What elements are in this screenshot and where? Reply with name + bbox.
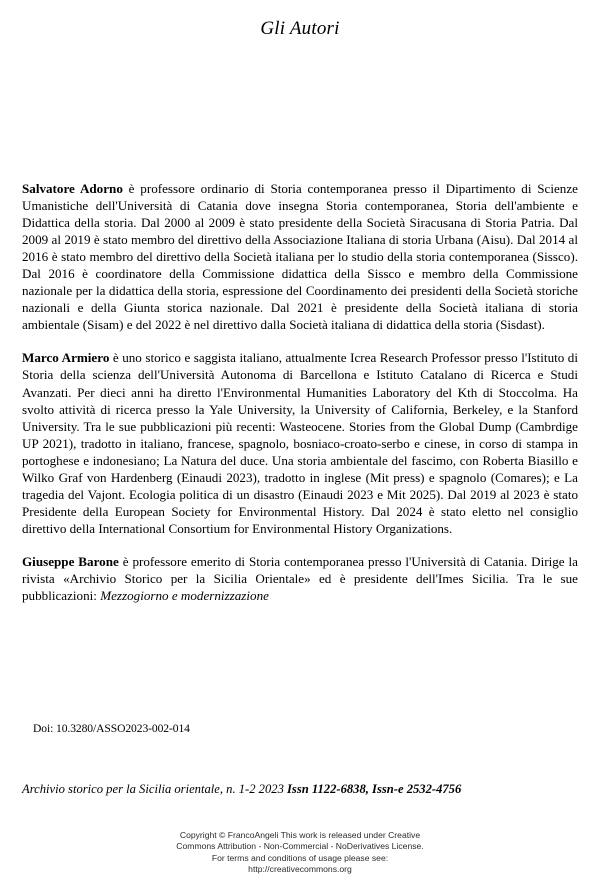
copyright-line-1: Copyright © FrancoAngeli This work is released under Creative xyxy=(179,830,421,840)
copyright-notice xyxy=(0,830,600,876)
author-name: Salvatore Adorno xyxy=(22,181,123,196)
author-name: Marco Armiero xyxy=(22,350,110,366)
author-bio: è professore ordinario di Storia contemporanea presso il Dipartimento di Scienze Umanistiche dell'Università di Catania dove insegna Storia contemporanea, Storia dell'ambiente e Didattica della storia. Dal 2000 al 2009 è stato presidente della Società Siracusana di Storia Patria. Dal 2009 al 2019 è stato membro del direttivo della Associazione Italiana di storia Urbana (Aisu). Dal 2014 al 2016 è stato membro del direttivo della Società italiana per lo studio della storia contemporanea (Sissco). Dal 2016 è coordinatore della Commissione didattica della Sissco e membro della Commissione nazionale per la didattica della storia, espressione del Coordinamento dei presidenti della Società storiche nazionali e della Giunta storica nazionale. Dal 2021 è presidente della Società italiana di storia ambientale (Sisam) e del 2022 è nel direttivo dalla Società italiana di didattica della storia (Sisdast). xyxy=(22,181,578,333)
copyright-line-3: For terms and conditions of usage please see: xyxy=(211,852,389,863)
author-name: Giuseppe Barone xyxy=(22,553,119,569)
author-bio: è uno storico e saggista italiano, attualmente Icrea Research Professor presso l'Istituto di Storia della scienza dell'Università Autonoma di Barcellona e Istituto Catalano di Ricerca e Studi Avanzati. Per dieci anni ha diretto l'Environmental Humanities Laboratory del Kth di Stoccolma. Ha svolto attività di ricerca presso la Yale University, la University of California, Berkeley, e la Stanford University. Tra le sue pubblicazioni più recenti: Wasteocene. Stories from the Global Dump (Cambrdige UP 2021), tradotto in italiano, francese, spagnolo, bosniaco-croato-serbo e cinese, in corso di stampa in portoghese e indonesiano; La Natura del duce. Una storia ambientale del fascimo, con Roberta Biasillo e Wilko Graf von Hardenberg (Einaudi 2023), tradotto in inglese (Mit press) e spagnolo (Comares); e La tragedia del Vajont. Ecologia politica di un disastro (Einaudi 2023 e Mit 2025). Dal 2019 al 2023 è stato Presidente della European Society for Environmental History. Dal 2024 è stato eletto nel consiglio direttivo della International Consortium for Environmental History Organizations. xyxy=(22,350,578,536)
author-bio: è professore emerito di Storia contemporanea presso l'Università di Catania. Dirige la rivista «Archivio Storico per la Sicilia Orientale» ed è presidente dell'Imes Sicilia. Tra le sue pubblicazioni: xyxy=(22,553,578,604)
authors-list xyxy=(22,180,578,604)
creative-commons-url: http://creativecommons.org xyxy=(248,864,352,875)
journal-reference-title: Archivio storico per la Sicilia orientale, n. 1-2 2023 xyxy=(22,782,288,796)
author-entry xyxy=(22,180,578,333)
author-entry xyxy=(22,349,578,537)
copyright-line-2: Commons Attribution - Non-Commercial - NoDerivatives License. xyxy=(176,841,424,852)
page-title: Gli Autori xyxy=(260,18,340,39)
journal-reference xyxy=(22,782,582,797)
author-entry xyxy=(22,553,578,604)
journal-issn: Issn 1122-6838, Issn-e 2532-4756 xyxy=(287,782,462,796)
author-publication-title: Mezzogiorno e modernizzazione xyxy=(100,588,269,604)
doi-identifier: Doi: 10.3280/ASSO2023-002-014 xyxy=(33,722,190,735)
